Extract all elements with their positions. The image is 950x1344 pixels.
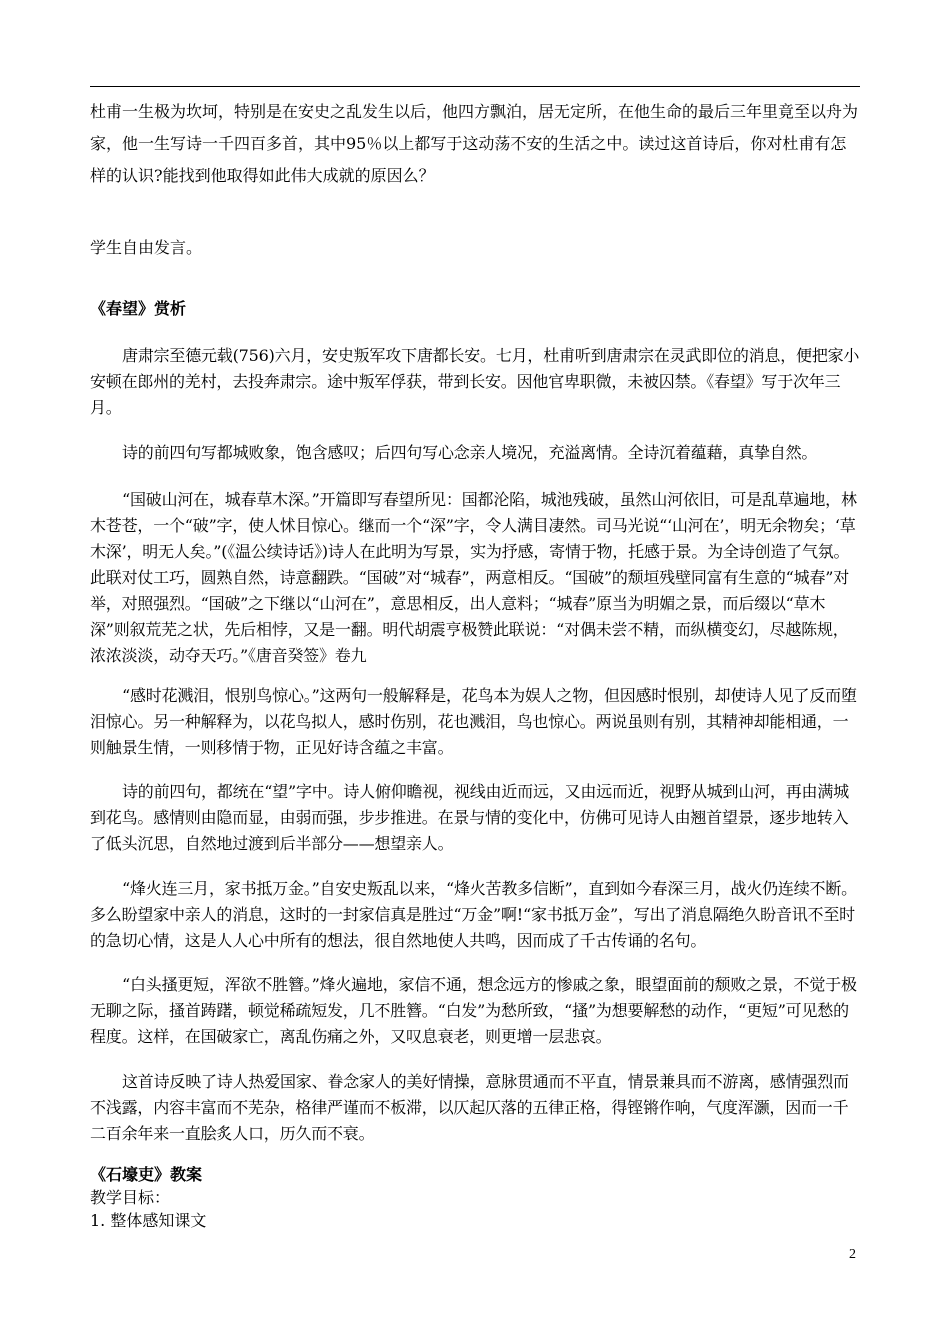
header-rule bbox=[90, 86, 860, 87]
paragraph: 这首诗反映了诗人热爱国家、眷念家人的美好情操，意脉贯通而不平直，情景兼具而不游离，感情强烈而不浅露，内容丰富而不芜杂，格律严谨而不板滞，以仄起仄落的五律正格，得铿锵作响，气度浑灏，因而一千二百余年来一直脍炙人口，历久而不衰。 bbox=[90, 1072, 849, 1143]
lesson-plan-section bbox=[90, 1164, 862, 1232]
teaching-goals-label: 教学目标： bbox=[90, 1188, 171, 1207]
paragraph: “白头搔更短，浑欲不胜簪。”烽火遍地，家信不通，想念远方的惨戚之象，眼望面前的颓败之景，不觉于极无聊之际，搔首踌躇，顿觉稀疏短发，几不胜簪。“白发”为愁所致，“搔”为想要解愁的动作，“更短”可见愁的程度。这样，在国破家亡，离乱伤痛之外，又叹息衰老，则更增一层悲哀。 bbox=[90, 975, 857, 1046]
paragraph: “感时花溅泪，恨别鸟惊心。”这两句一般解释是，花鸟本为娱人之物，但因感时恨别，却使诗人见了反而堕泪惊心。另一种解释为，以花鸟拟人，感时伤别，花也溅泪，鸟也惊心。两说虽则有别，其精神却能相通，一则触景生情，一则移情于物，正见好诗含蕴之丰富。 bbox=[90, 686, 857, 757]
teaching-goal-item: 1. 整体感知课文 bbox=[90, 1211, 207, 1230]
page-number: 2 bbox=[849, 1247, 856, 1262]
paragraph: “国破山河在，城春草木深。”开篇即写春望所见：国都沦陷，城池残破，虽然山河依旧，可是乱草遍地，林木苍苍，一个“破”字，使人怵目惊心。继而一个“深”字，令人满目凄然。司马光说“‘山河在’，明无余物矣；‘草木深’，明无人矣。”(《温公续诗话》)诗人在此明为写景，实为抒感，寄情于物，托感于景。为全诗创造了气氛。此联对仗工巧，圆熟自然，诗意翻跌。“国破”对“城春”，两意相反。“国破”的颓垣残壁同富有生意的“城春”对举，对照强烈。“国破”之下继以“山河在”，意思相反，出人意料；“城春”原当为明媚之景，而后缀以“草木深”则叙荒芜之状，先后相悖，又是一翻。明代胡震亨极赞此联说：“对偶未尝不精，而纵横变幻，尽越陈规，浓浓淡淡，动夺天巧。”《唐音癸签》卷九 bbox=[90, 490, 857, 665]
paragraph: “烽火连三月，家书抵万金。”自安史叛乱以来，“烽火苦教多信断”，直到如今春深三月，战火仍连续不断。多么盼望家中亲人的消息，这时的一封家信真是胜过“万金”啊!“家书抵万金”，写出了消息隔绝久盼音讯不至时的急切心情，这是人人心中所有的想法，很自然地使人共鸣，因而成了千古传诵的名句。 bbox=[90, 879, 857, 950]
section-heading-shihaoli: 《石壕吏》教案 bbox=[90, 1165, 203, 1184]
paragraph: 诗的前四句，都统在“望”字中。诗人俯仰瞻视，视线由近而远，又由远而近，视野从城到山河，再由满城到花鸟。感情则由隐而显，由弱而强，步步推进。在景与情的变化中，仿佛可见诗人由翘首望景，逐步地转入了低头沉思，自然地过渡到后半部分——想望亲人。 bbox=[90, 782, 849, 853]
paragraph: 诗的前四句写都城败象，饱含感叹；后四句写心念亲人境况，充溢离情。全诗沉着蕴藉，真挚自然。 bbox=[122, 443, 818, 462]
student-note: 学生自由发言。 bbox=[90, 238, 203, 257]
paragraph: 唐肃宗至德元载(756)六月，安史叛军攻下唐都长安。七月，杜甫听到唐肃宗在灵武即位的消息，便把家小安顿在郎州的羌村，去投奔肃宗。途中叛军俘获，带到长安。因他官卑职微，未被囚禁。《春望》写于次年三月。 bbox=[90, 346, 860, 417]
intro-question: 杜甫一生极为坎坷，特别是在安史之乱发生以后，他四方飘泊，居无定所，在他生命的最后三年里竟至以舟为家，他一生写诗一千四百多首，其中95％以上都写于这动荡不安的生活之中。读过这首诗后，你对杜甫有怎样的认识?能找到他取得如此伟大成就的原因么？ bbox=[90, 102, 859, 185]
section-heading-chunwang: 《春望》赏析 bbox=[90, 299, 187, 318]
